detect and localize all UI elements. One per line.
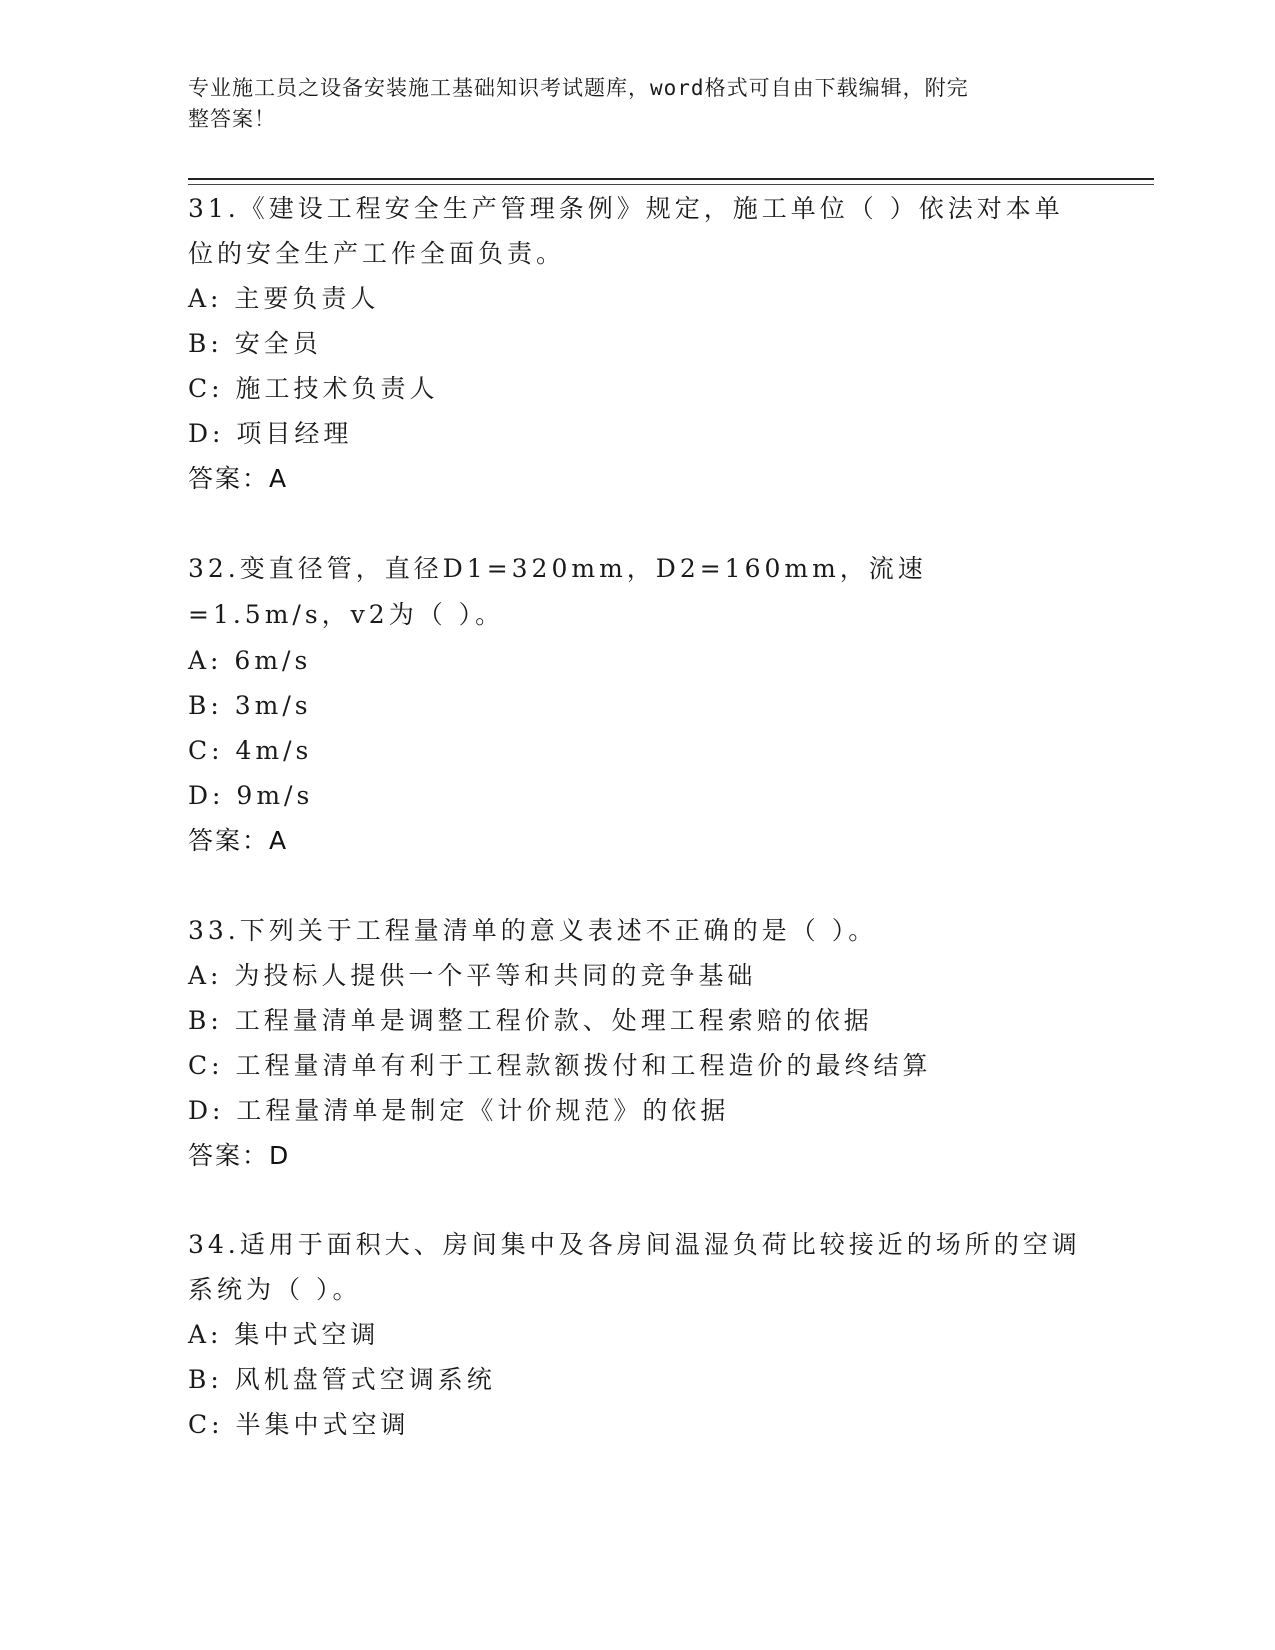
answer: 答案：A <box>188 826 289 855</box>
option-a: A: 集中式空调 <box>188 1320 380 1349</box>
question-stem: 34.适用于面积大、房间集中及各房间温湿负荷比较接近的场所的空调系统为（ ）。 <box>188 1230 1081 1304</box>
question-stem: 31.《建设工程安全生产管理条例》规定，施工单位（ ）依法对本单位的安全生产工作全面负责。 <box>188 194 1064 268</box>
option-c: C: 工程量清单有利于工程款额拨付和工程造价的最终结算 <box>188 1051 932 1080</box>
option-a: A: 为投标人提供一个平等和共同的竞争基础 <box>188 961 757 990</box>
option-c: C: 半集中式空调 <box>188 1410 410 1439</box>
option-d: D: 9m/s <box>188 781 314 810</box>
option-d: D: 工程量清单是制定《计价规范》的依据 <box>188 1096 730 1125</box>
option-b: B: 风机盘管式空调系统 <box>188 1365 496 1394</box>
question-34 <box>188 1222 1088 1447</box>
option-b: B: 3m/s <box>188 691 312 720</box>
option-b: B: 安全员 <box>188 329 322 358</box>
header-line-2: 整答案！ <box>188 107 276 131</box>
option-b: B: 工程量清单是调整工程价款、处理工程索赔的依据 <box>188 1006 873 1035</box>
header-rule-thin <box>188 184 1154 185</box>
document-header <box>188 73 1068 135</box>
option-a: A: 主要负责人 <box>188 284 380 313</box>
question-stem: 33.下列关于工程量清单的意义表述不正确的是（ ）。 <box>188 916 878 945</box>
answer: 答案：D <box>188 1141 291 1170</box>
question-stem: 32.变直径管，直径D1=320mm，D2=160mm，流速=1.5m/s，v2为（ ）。 <box>188 554 927 629</box>
option-d: D: 项目经理 <box>188 419 353 448</box>
header-line-1: 专业施工员之设备安装施工基础知识考试题库，word格式可自由下载编辑，附完 <box>188 76 969 100</box>
question-32 <box>188 546 1088 863</box>
option-c: C: 4m/s <box>188 736 313 765</box>
option-c: C: 施工技术负责人 <box>188 374 439 403</box>
question-31 <box>188 186 1088 501</box>
header-rule-thick <box>188 178 1154 180</box>
option-a: A: 6m/s <box>188 646 312 675</box>
answer: 答案：A <box>188 464 289 493</box>
question-33 <box>188 908 1088 1178</box>
